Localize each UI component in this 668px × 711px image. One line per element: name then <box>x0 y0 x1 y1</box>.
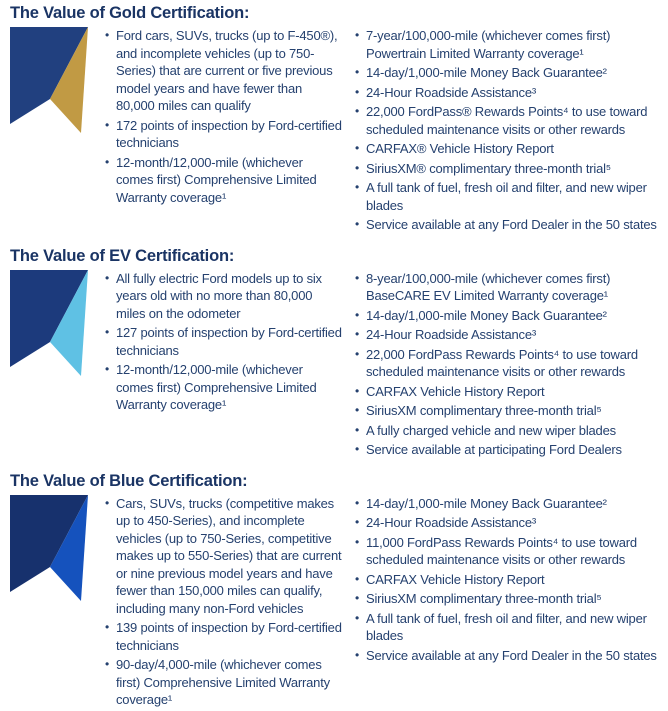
bullet-item: • 22,000 FordPass Rewards Points⁴ to use toward scheduled maintenance visits or other rewards <box>354 346 664 381</box>
bullet-item: • A full tank of fuel, fresh oil and filter, and new wiper blades <box>354 179 664 214</box>
bullet-item: • 139 points of inspection by Ford-certified technicians <box>104 619 342 654</box>
bullet-item: • SiriusXM complimentary three-month trial⁵ <box>354 590 664 608</box>
gold-certification-badge-icon <box>10 27 88 133</box>
bullet-item: • A full tank of fuel, fresh oil and filter, and new wiper blades <box>354 610 664 645</box>
bullet-item: • 12-month/12,000-mile (whichever comes first) Comprehensive Limited Warranty coverage¹ <box>104 154 342 207</box>
bullet-item: • All fully electric Ford models up to six years old with no more than 80,000 miles on the odometer <box>104 270 342 323</box>
bullet-item: • 172 points of inspection by Ford-certified technicians <box>104 117 342 152</box>
blue-qualification-list <box>104 495 342 711</box>
bullet-item: • A fully charged vehicle and new wiper blades <box>354 422 664 440</box>
blue-section-content <box>0 495 668 711</box>
gold-section-title: The Value of Gold Certification: <box>10 4 250 22</box>
bullet-item: • 127 points of inspection by Ford-certified technicians <box>104 324 342 359</box>
ev-section-title: The Value of EV Certification: <box>10 246 235 265</box>
ev-section-content <box>0 270 668 461</box>
bullet-item: • CARFAX® Vehicle History Report <box>354 140 664 158</box>
gold-section-content <box>0 27 668 236</box>
bullet-item: • 12-month/12,000-mile (whichever comes first) Comprehensive Limited Warranty coverage¹ <box>104 361 342 414</box>
ev-certification-badge-icon <box>10 270 88 376</box>
bullet-item: • 14-day/1,000-mile Money Back Guarantee² <box>354 307 664 325</box>
gold-benefits-list <box>354 27 664 236</box>
bullet-item: • 8-year/100,000-mile (whichever comes first) BaseCARE EV Limited Warranty coverage¹ <box>354 270 664 305</box>
bullet-item: • 14-day/1,000-mile Money Back Guarantee² <box>354 64 664 82</box>
bullet-item: • 24-Hour Roadside Assistance³ <box>354 84 664 102</box>
bullet-item: • SiriusXM® complimentary three-month trial⁵ <box>354 160 664 178</box>
bullet-item: • 14-day/1,000-mile Money Back Guarantee² <box>354 495 664 513</box>
bullet-item: • Service available at participating Ford Dealers <box>354 441 664 459</box>
bullet-item: • Service available at any Ford Dealer in the 50 states <box>354 647 664 665</box>
gold-qualification-list <box>104 27 342 208</box>
bullet-item: • Cars, SUVs, trucks (competitive makes up to 450-Series), and incomplete vehicles (up to 750-Series, competitive makes up to 550-Series) that are current or nine previous model years and have fewer than 150,000 miles can qualify, including many non-Ford vehicles <box>104 495 342 618</box>
blue-section-title: The Value of Blue Certification: <box>10 471 248 490</box>
bullet-item: • CARFAX Vehicle History Report <box>354 383 664 401</box>
ev-benefits-list <box>354 270 664 461</box>
ev-qualification-list <box>104 270 342 416</box>
bullet-item: • CARFAX Vehicle History Report <box>354 571 664 589</box>
bullet-item: • 7-year/100,000-mile (whichever comes first) Powertrain Limited Warranty coverage¹ <box>354 27 664 62</box>
blue-benefits-list <box>354 495 664 667</box>
bullet-item: • 22,000 FordPass® Rewards Points⁴ to use toward scheduled maintenance visits or other rewards <box>354 103 664 138</box>
bullet-item: • 24-Hour Roadside Assistance³ <box>354 514 664 532</box>
bullet-item: • 11,000 FordPass Rewards Points⁴ to use toward scheduled maintenance visits or other rewards <box>354 534 664 569</box>
bullet-item: • SiriusXM complimentary three-month trial⁵ <box>354 402 664 420</box>
bullet-item: • Service available at any Ford Dealer in the 50 states <box>354 216 664 234</box>
bullet-item: • 90-day/4,000-mile (whichever comes first) Comprehensive Limited Warranty coverage¹ <box>104 656 342 709</box>
blue-certification-badge-icon <box>10 495 88 601</box>
blue-certification-section <box>0 472 668 711</box>
bullet-item: • 24-Hour Roadside Assistance³ <box>354 326 664 344</box>
ev-certification-section <box>0 247 668 461</box>
gold-certification-section <box>0 4 668 236</box>
bullet-item: • Ford cars, SUVs, trucks (up to F-450®), and incomplete vehicles (up to 750-Series) that are current or five previous model years and have fewer than 80,000 miles can qualify <box>104 27 342 115</box>
